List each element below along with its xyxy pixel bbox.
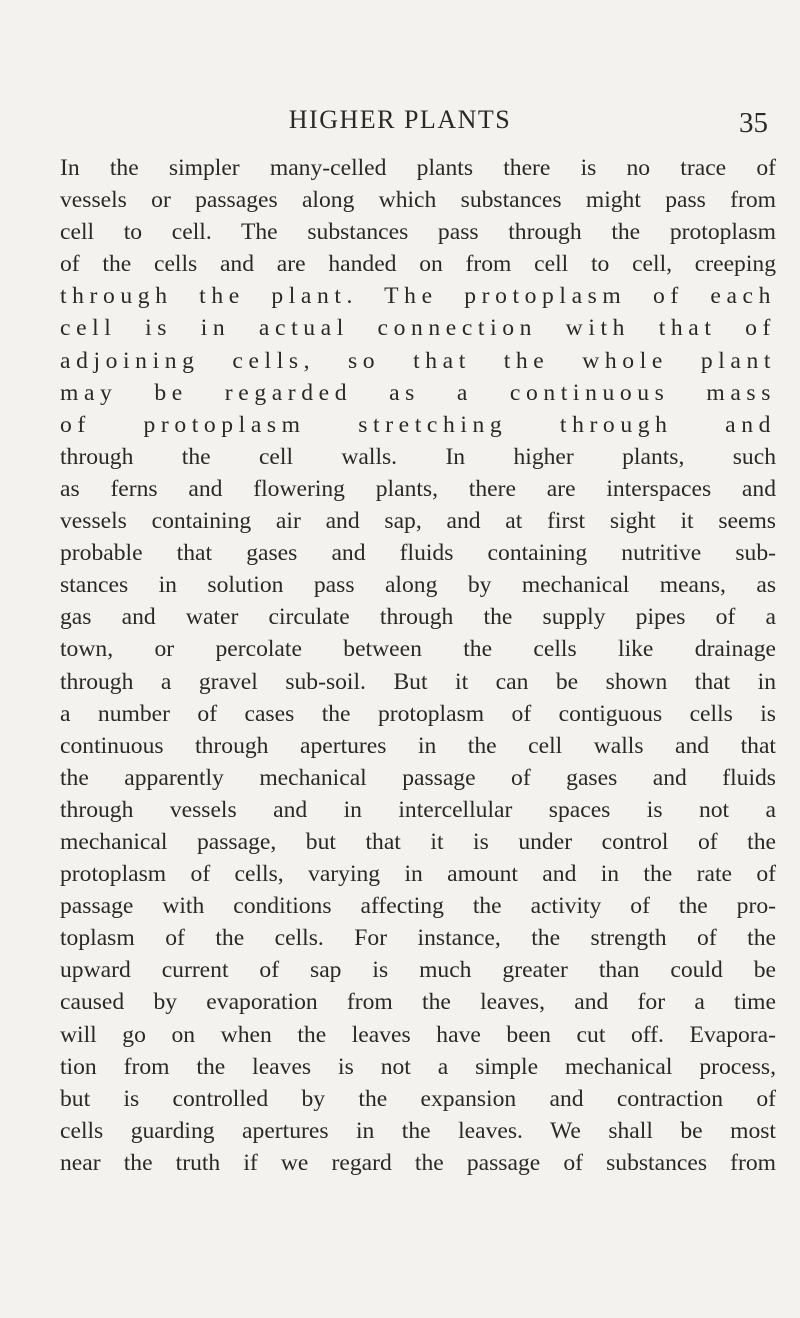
text-line: through the cell walls. In higher plants, such [60, 443, 776, 470]
text-line: mechanical passage, but that it is under control of the [60, 828, 776, 855]
text-line-letterspaced: cell is in actual connection with that of [60, 315, 776, 342]
text-line: near the truth if we regard the passage of substances from [60, 1149, 776, 1176]
body-paragraph [60, 152, 776, 1179]
text-line: will go on when the leaves have been cut off. Evapora- [60, 1021, 776, 1048]
text-line: tion from the leaves is not a simple mechanical process, [60, 1053, 776, 1080]
text-line: vessels containing air and sap, and at first sight it seems [60, 508, 776, 535]
text-line: through vessels and in intercellular spaces is not a [60, 796, 776, 823]
text-line: passage with conditions affecting the activity of the pro- [60, 893, 776, 920]
text-line: of the cells and are handed on from cell to cell, creeping [60, 251, 776, 278]
page-number: 35 [739, 107, 768, 139]
text-line: cells guarding apertures in the leaves. We shall be most [60, 1117, 776, 1144]
text-line: probable that gases and fluids containing nutritive sub- [60, 540, 776, 567]
running-head [0, 103, 800, 143]
text-line: gas and water circulate through the supply pipes of a [60, 604, 776, 631]
text-line: In the simpler many-celled plants there is no trace of [60, 155, 776, 181]
text-line: as ferns and flowering plants, there are interspaces and [60, 475, 776, 502]
text-line-letterspaced: adjoining cells, so that the whole plant [60, 347, 776, 374]
text-line: the apparently mechanical passage of gases and fluids [60, 764, 776, 791]
text-line: a number of cases the protoplasm of contiguous cells is [60, 700, 776, 727]
text-line: vessels or passages along which substances might pass from [60, 187, 776, 214]
text-line: but is controlled by the expansion and contraction of [60, 1085, 776, 1112]
text-line: cell to cell. The substances pass through the protoplasm [60, 219, 776, 246]
text-line: continuous through apertures in the cell walls and that [60, 732, 776, 759]
text-line: town, or percolate between the cells like drainage [60, 636, 776, 663]
text-line: stances in solution pass along by mechanical means, as [60, 572, 776, 599]
text-line-letterspaced: of protoplasm stretching through and [60, 411, 776, 438]
text-line: caused by evaporation from the leaves, and for a time [60, 989, 776, 1016]
text-line: upward current of sap is much greater than could be [60, 957, 776, 984]
text-line-letterspaced: may be regarded as a continuous mass [60, 379, 776, 406]
text-line: protoplasm of cells, varying in amount and in the rate of [60, 861, 776, 888]
text-line-letterspaced: through the plant. The protoplasm of each [60, 283, 776, 310]
text-line: through a gravel sub-soil. But it can be shown that in [60, 668, 776, 695]
running-title: HIGHER PLANTS [288, 105, 512, 134]
text-line: toplasm of the cells. For instance, the strength of the [60, 925, 776, 952]
